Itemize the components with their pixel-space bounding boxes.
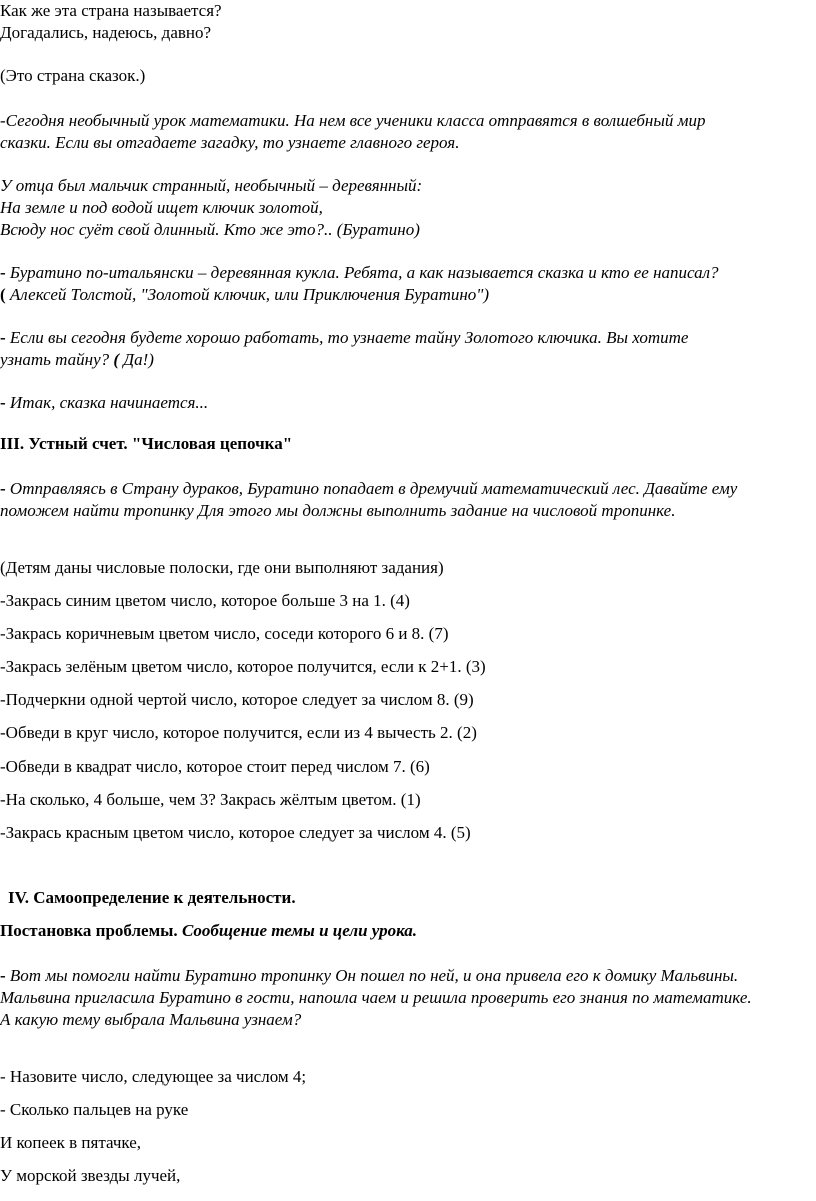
- section-4-line-3: А какую тему выбрала Мальвина узнаем?: [0, 1010, 302, 1029]
- buratino-text-1: Буратино по-итальянски – деревянная кукла. Ребята, а как называется сказка и кто ее написал?: [9, 263, 719, 282]
- section-3-note: (Детям даны числовые полоски, где они выполняют задания): [0, 558, 444, 577]
- intro-line-1: Как же эта страна называется?: [0, 1, 222, 20]
- problem-label: Постановка проблемы.: [0, 921, 182, 940]
- secret-text-1: Если вы сегодня будете хорошо работать, то узнаете тайну Золотого ключика. Вы хотите: [9, 328, 689, 347]
- task-item: -На сколько, 4 больше, чем 3? Закрась жёлтым цветом. (1): [0, 790, 421, 809]
- task-item: -Закрась коричневым цветом число, соседи которого 6 и 8. (7): [0, 624, 449, 643]
- secret-paren: (: [113, 350, 120, 369]
- section-4-heading: IV. Самоопределение к деятельности.: [8, 888, 296, 907]
- secret-line-1: [0, 327, 688, 349]
- start-line: [0, 392, 208, 414]
- section-4-line-2: Мальвина пригласила Буратино в гости, напоила чаем и решила проверить его знания по математике.: [0, 988, 752, 1007]
- secret-line-2: [0, 349, 154, 371]
- task-item: -Закрась зелёным цветом число, которое получится, если к 2+1. (3): [0, 657, 486, 676]
- section-3-text-1: Отправляясь в Страну дураков, Буратино попадает в дремучий математический лес. Давайте ему: [9, 479, 738, 498]
- section-4-text-1: Вот мы помогли найти Буратино тропинку Он пошел по ней, и она привела его к домику Мальвины.: [9, 966, 739, 985]
- riddle-line-3: Всюду нос суёт свой длинный. Кто же это?.. (Буратино): [0, 220, 420, 239]
- problem-topic: Сообщение темы и цели урока.: [181, 921, 418, 940]
- question-line: У морской звезды лучей,: [0, 1166, 181, 1185]
- intro-answer: (Это страна сказок.): [0, 66, 146, 85]
- start-dash: -: [0, 393, 10, 412]
- intro-line-2: Догадались, надеюсь, давно?: [0, 23, 212, 42]
- section-3-line-1: [0, 478, 737, 500]
- section-4-line-1: [0, 965, 738, 987]
- section-3-dash: -: [0, 479, 10, 498]
- question-line: - Сколько пальцев на руке: [0, 1100, 189, 1119]
- task-item: -Закрась синим цветом число, которое больше 3 на 1. (4): [0, 591, 410, 610]
- secret-text-2a: узнать тайну?: [0, 350, 114, 369]
- section-3-heading: III. Устный счет. "Числовая цепочка": [0, 434, 293, 453]
- task-item: -Обведи в круг число, которое получится, если из 4 вычесть 2. (2): [0, 723, 477, 742]
- section-3-line-2: поможем найти тропинку Для этого мы должны выполнить задание на числовой тропинке.: [0, 501, 676, 520]
- question-line: И копеек в пятачке,: [0, 1133, 141, 1152]
- buratino-line-1: [0, 262, 719, 284]
- task-item: -Обведи в квадрат число, которое стоит перед числом 7. (6): [0, 757, 430, 776]
- task-item: -Подчеркни одной чертой число, которое следует за числом 8. (9): [0, 690, 474, 709]
- buratino-paren: (: [0, 285, 10, 304]
- buratino-line-2: [0, 284, 489, 306]
- problem-statement: [0, 920, 417, 942]
- secret-dash: -: [0, 328, 10, 347]
- riddle-line-1: У отца был мальчик странный, необычный – деревянный:: [0, 176, 423, 195]
- buratino-dash: -: [0, 263, 10, 282]
- buratino-text-2: Алексей Толстой, "Золотой ключик, или Приключения Буратино"): [9, 285, 490, 304]
- section-4-dash: -: [0, 966, 10, 985]
- teacher-intro-line-1: -Сегодня необычный урок математики. На нем все ученики класса отправятся в волшебный мир: [0, 111, 706, 130]
- start-text: Итак, сказка начинается...: [9, 393, 209, 412]
- secret-text-2b: Да!): [119, 350, 154, 369]
- teacher-intro-line-2: сказки. Если вы отгадаете загадку, то узнаете главного героя.: [0, 133, 460, 152]
- task-item: -Закрась красным цветом число, которое следует за числом 4. (5): [0, 823, 471, 842]
- riddle-line-2: На земле и под водой ищет ключик золотой,: [0, 198, 323, 217]
- question-line: - Назовите число, следующее за числом 4;: [0, 1067, 307, 1086]
